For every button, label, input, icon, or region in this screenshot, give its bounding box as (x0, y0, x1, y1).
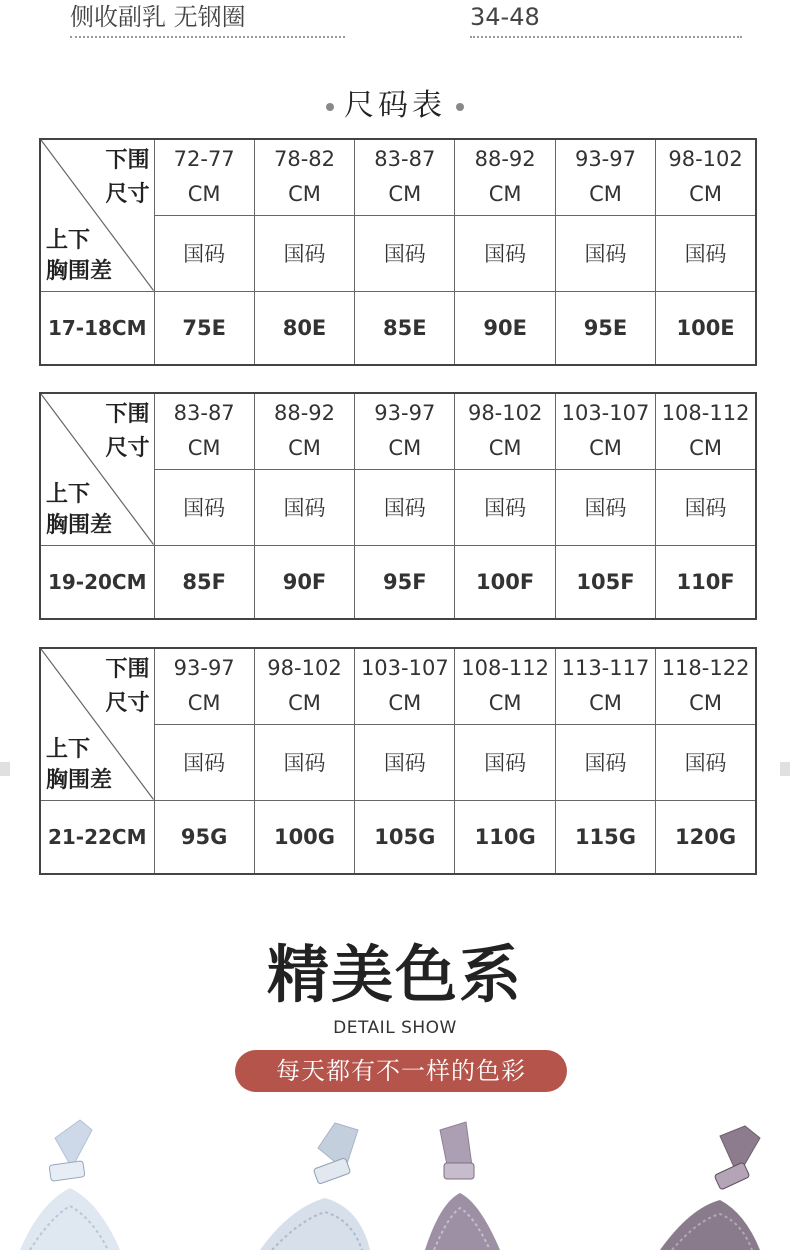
size-cell: 105G (355, 800, 455, 874)
size-cell: 95G (154, 800, 254, 874)
standard-cell: 国码 (455, 724, 555, 800)
bust-diff-cell: 21-22CM (40, 800, 154, 874)
value-row (40, 800, 756, 874)
corner-cell (40, 139, 154, 291)
standard-cell: 国码 (455, 469, 555, 545)
range-header: 78-82 CM (254, 139, 354, 215)
product-mauve-image (660, 1126, 760, 1250)
range-header: 98-102 CM (656, 139, 756, 215)
standard-cell: 国码 (355, 469, 455, 545)
corner-label-size: 尺寸 (105, 436, 150, 461)
top-info-row (0, 0, 790, 44)
color-section-tagline: 每天都有不一样的色彩 (235, 1050, 567, 1092)
product-blue-gray-image (260, 1123, 370, 1250)
size-cell: 110G (455, 800, 555, 874)
range-header: 72-77 CM (154, 139, 254, 215)
size-range-text: 34-48 (470, 2, 742, 38)
size-table-e (39, 138, 757, 366)
size-cell: 110F (656, 545, 756, 619)
standard-cell: 国码 (555, 215, 655, 291)
standard-cell: 国码 (254, 724, 354, 800)
feature-text: 侧收副乳 无钢圈 (70, 2, 345, 38)
size-cell: 100E (656, 291, 756, 365)
header-row (40, 393, 756, 469)
edge-mark-right (780, 762, 790, 776)
range-header: 88-92 CM (455, 139, 555, 215)
standard-cell: 国码 (656, 469, 756, 545)
corner-label-size: 尺寸 (105, 691, 150, 716)
range-header: 103-107 CM (355, 648, 455, 724)
standard-cell: 国码 (154, 469, 254, 545)
range-header: 113-117 CM (555, 648, 655, 724)
corner-label-size: 尺寸 (105, 182, 150, 207)
bust-diff-cell: 17-18CM (40, 291, 154, 365)
header-row (40, 139, 756, 215)
size-cell: 100G (254, 800, 354, 874)
range-header: 83-87 CM (355, 139, 455, 215)
size-cell: 80E (254, 291, 354, 365)
corner-label-updown: 上下 (46, 736, 91, 762)
range-header: 98-102 CM (254, 648, 354, 724)
standard-cell: 国码 (355, 724, 455, 800)
value-row (40, 291, 756, 365)
range-header: 108-112 CM (455, 648, 555, 724)
standard-cell: 国码 (656, 215, 756, 291)
product-light-blue-image (20, 1120, 120, 1250)
corner-label-underbust: 下围 (105, 402, 150, 427)
range-header: 88-92 CM (254, 393, 354, 469)
size-cell: 90F (254, 545, 354, 619)
size-cell: 75E (154, 291, 254, 365)
size-cell: 90E (455, 291, 555, 365)
standard-cell: 国码 (555, 724, 655, 800)
corner-label-bustdiff: 胸围差 (46, 512, 113, 538)
size-cell: 100F (455, 545, 555, 619)
range-header: 98-102 CM (455, 393, 555, 469)
header-row (40, 648, 756, 724)
size-cell: 115G (555, 800, 655, 874)
size-cell: 95F (355, 545, 455, 619)
corner-label-updown: 上下 (46, 481, 91, 507)
size-cell: 85F (154, 545, 254, 619)
size-chart-title-text: 尺码表 (344, 88, 446, 123)
title-dot-right (456, 103, 464, 111)
standard-cell: 国码 (355, 215, 455, 291)
range-header: 108-112 CM (656, 393, 756, 469)
title-dot-left (326, 103, 334, 111)
standard-cell: 国码 (154, 215, 254, 291)
edge-mark-left (0, 762, 10, 776)
corner-label-bustdiff: 胸围差 (46, 767, 113, 793)
standard-cell: 国码 (254, 469, 354, 545)
range-header: 93-97 CM (355, 393, 455, 469)
standard-cell: 国码 (154, 724, 254, 800)
range-header: 118-122 CM (656, 648, 756, 724)
range-header: 93-97 CM (555, 139, 655, 215)
corner-label-updown: 上下 (46, 227, 91, 253)
size-cell: 105F (555, 545, 655, 619)
range-header: 93-97 CM (154, 648, 254, 724)
range-header: 103-107 CM (555, 393, 655, 469)
size-table-f (39, 392, 757, 620)
corner-label-underbust: 下围 (105, 657, 150, 682)
corner-cell (40, 393, 154, 545)
standard-cell: 国码 (555, 469, 655, 545)
standard-cell: 国码 (455, 215, 555, 291)
size-table-g (39, 647, 757, 875)
corner-label-underbust: 下围 (105, 148, 150, 173)
standard-cell: 国码 (254, 215, 354, 291)
color-section-heading: 精美色系 (266, 938, 523, 1011)
corner-label-bustdiff: 胸围差 (46, 258, 113, 284)
value-row (40, 545, 756, 619)
size-cell: 120G (656, 800, 756, 874)
size-cell: 85E (355, 291, 455, 365)
color-section-subheading: DETAIL SHOW (333, 1018, 457, 1038)
standard-cell: 国码 (656, 724, 756, 800)
product-images-strip (0, 1108, 790, 1250)
corner-cell (40, 648, 154, 800)
product-lilac-image (425, 1122, 500, 1250)
size-cell: 95E (555, 291, 655, 365)
size-chart-title (0, 80, 790, 124)
range-header: 83-87 CM (154, 393, 254, 469)
bust-diff-cell: 19-20CM (40, 545, 154, 619)
